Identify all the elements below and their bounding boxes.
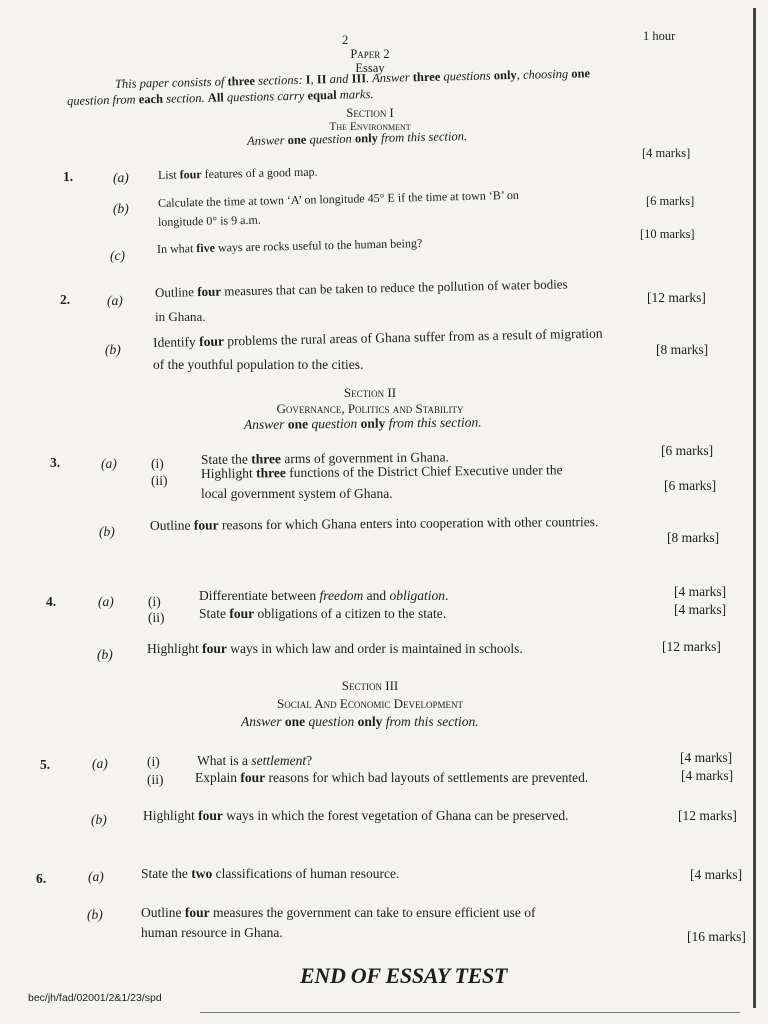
q3a-ii-text-line-1: Highlight three functions of the District Chief Executive under the (200, 462, 563, 481)
q5a-i-label: (i) (147, 754, 160, 769)
q4a-i-marks: [4 marks] (674, 584, 727, 599)
section-2-title: Section II (343, 385, 397, 400)
q5-number: 5. (40, 757, 51, 772)
q4a-label: (a) (98, 594, 114, 609)
q3a-i-label: (i) (151, 456, 164, 471)
q2a-text-line-2: in Ghana. (155, 309, 206, 324)
paper-title: Paper 2 (350, 47, 390, 61)
q2b-text-line-1: Identify four problems the rural areas of Ghana suffer from as a result of migration (152, 325, 603, 350)
q5a-i-text: What is a settlement? (197, 753, 313, 768)
q1b-label: (b) (113, 201, 129, 216)
section-3-topic: Social And Economic Development (277, 696, 463, 711)
paper-code: bec/jh/fad/02001/2&1/23/spd (28, 992, 162, 1004)
q2b-text-line-2: of the youthful population to the cities. (153, 357, 364, 372)
duration: 1 hour (643, 29, 676, 43)
q6b-label: (b) (87, 907, 103, 922)
q3a-i-text: State the three arms of government in Ghana. (200, 449, 450, 467)
q4a-ii-marks: [4 marks] (674, 602, 727, 617)
section-1-title: Section I (346, 106, 394, 120)
q5a-label: (a) (92, 756, 108, 771)
q6a-marks: [4 marks] (690, 867, 743, 882)
q5a-i-marks: [4 marks] (680, 750, 733, 765)
q4b-text: Highlight four ways in which law and order is maintained in schools. (147, 641, 523, 656)
q3a-ii-label: (ii) (151, 473, 168, 488)
q2b-label: (b) (105, 342, 121, 357)
q3a-i-marks: [6 marks] (661, 443, 714, 458)
q5b-label: (b) (91, 812, 107, 827)
q5b-marks: [12 marks] (678, 808, 737, 823)
page-edge-shadow (753, 8, 756, 1008)
q6a-label: (a) (88, 869, 104, 884)
q1a-text: List four features of a good map. (157, 164, 318, 182)
q5a-ii-marks: [4 marks] (681, 768, 734, 783)
q1b-marks: [6 marks] (646, 194, 695, 208)
footer-rule (200, 1012, 740, 1013)
q4b-marks: [12 marks] (662, 639, 721, 654)
q3b-marks: [8 marks] (667, 530, 720, 545)
section-1-instruction: Answer one question only from this section. (246, 129, 468, 148)
q1c-text: In what five ways are rocks useful to the human being? (156, 235, 423, 256)
q4a-ii-text: State four obligations of a citizen to the state. (199, 606, 447, 621)
q4b-label: (b) (97, 647, 113, 662)
end-of-test-heading: END OF ESSAY TEST (300, 963, 508, 988)
q5b-text: Highlight four ways in which the forest vegetation of Ghana can be preserved. (143, 808, 569, 823)
q4a-i-text: Differentiate between freedom and obligation. (199, 588, 449, 603)
paper-type: Essay (355, 61, 385, 75)
q1a-marks: [4 marks] (642, 146, 691, 160)
q1b-text-line-1: Calculate the time at town ‘A’ on longitude 45° E if the time at town ‘B’ on (157, 187, 520, 210)
q2a-text-line-1: Outline four measures that can be taken to reduce the pollution of water bodies (154, 276, 568, 300)
q6b-marks: [16 marks] (687, 929, 746, 944)
q5a-ii-text: Explain four reasons for which bad layouts of settlements are prevented. (195, 770, 589, 785)
q6a-text: State the two classifications of human resource. (141, 866, 400, 881)
instructions-line-1: This paper consists of three sections: I, II and III. Answer three questions only, choosing one (114, 66, 591, 91)
section-2-topic: Governance, Politics and Stability (276, 401, 464, 416)
q4-number: 4. (46, 594, 57, 609)
q3a-label: (a) (101, 456, 117, 471)
q3a-ii-marks: [6 marks] (664, 478, 717, 493)
q3b-text: Outline four reasons for which Ghana enters into cooperation with other countries. (149, 514, 599, 533)
q1a-label: (a) (113, 170, 129, 185)
q2a-marks: [12 marks] (647, 290, 706, 305)
section-3-instruction: Answer one question only from this section. (241, 714, 479, 729)
q1b-text-line-2: longitude 0° is 9 a.m. (157, 212, 261, 229)
section-2-instruction: Answer one question only from this section. (243, 414, 482, 432)
q6b-text-line-1: Outline four measures the government can take to ensure efficient use of (141, 905, 536, 920)
q1c-marks: [10 marks] (640, 227, 695, 241)
q2-number: 2. (60, 292, 71, 307)
q3-number: 3. (50, 455, 61, 470)
q4a-ii-label: (ii) (148, 610, 165, 625)
q1c-label: (c) (110, 248, 125, 263)
q6-number: 6. (36, 871, 47, 886)
q2a-label: (a) (107, 293, 123, 308)
section-3-title: Section III (341, 678, 399, 693)
q6b-text-line-2: human resource in Ghana. (141, 925, 283, 940)
q3b-label: (b) (99, 524, 115, 539)
instructions-line-2: question from each section. All questions carry equal marks. (66, 87, 374, 108)
section-1-topic: The Environment (329, 121, 411, 133)
q3a-ii-text-line-2: local government system of Ghana. (201, 486, 393, 501)
q1-number: 1. (63, 169, 74, 184)
q2b-marks: [8 marks] (656, 342, 709, 357)
page-number: 2 (342, 33, 349, 47)
q4a-i-label: (i) (148, 594, 161, 609)
q5a-ii-label: (ii) (147, 772, 164, 787)
